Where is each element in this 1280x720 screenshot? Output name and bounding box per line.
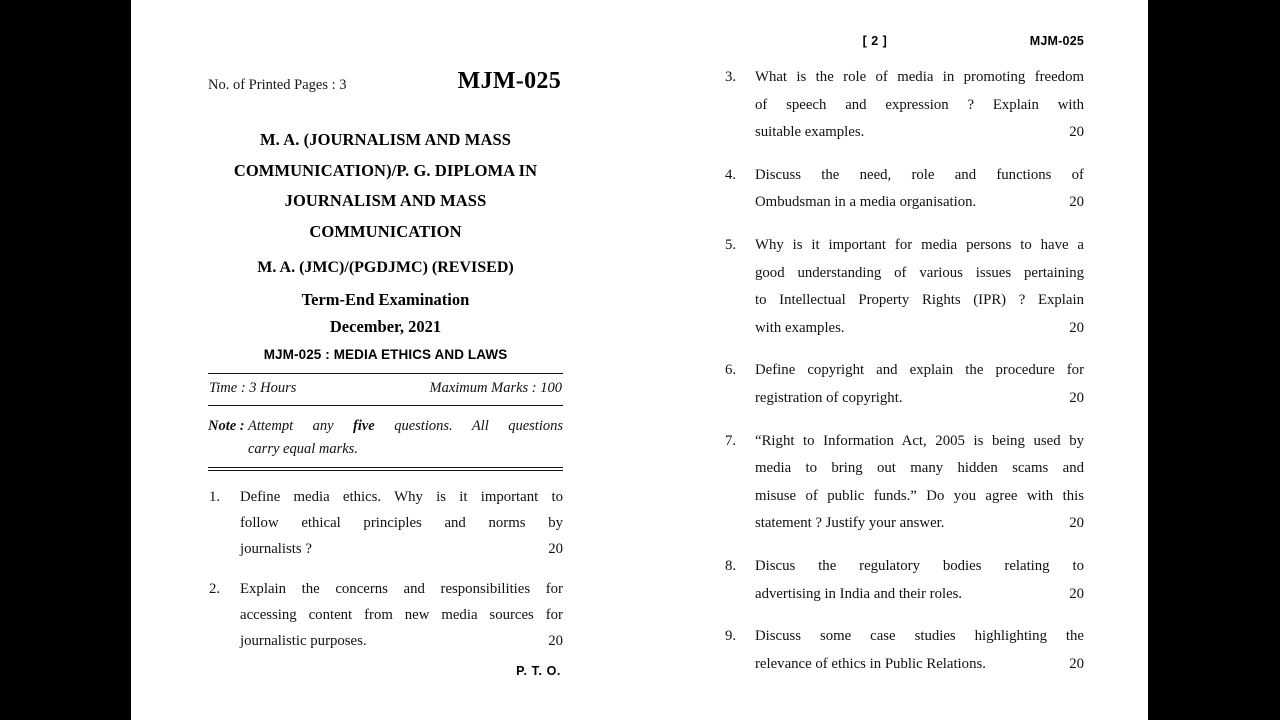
- question-last-line: [755, 581, 1084, 609]
- question-line: good understanding of various issues pertaining: [755, 264, 1084, 281]
- question-marks: 20: [548, 633, 563, 650]
- page-header-row: [208, 68, 563, 105]
- question-body: [755, 162, 1084, 217]
- question-number: 4.: [725, 166, 737, 183]
- examination-date: December, 2021: [329, 317, 442, 336]
- note-block: [208, 415, 563, 460]
- question-last-line: [755, 315, 1084, 343]
- question-number: 2.: [209, 581, 221, 598]
- question-number: 7.: [725, 432, 737, 449]
- page-2-header: [724, 34, 1084, 54]
- question-item: [724, 553, 1084, 608]
- question-item: [208, 576, 563, 654]
- question-marks: 20: [1069, 585, 1084, 602]
- question-last-line: [755, 119, 1084, 147]
- question-number: 1.: [209, 489, 221, 506]
- question-marks: 20: [1069, 515, 1084, 532]
- question-line: statement ? Justify your answer.: [755, 515, 945, 532]
- question-list-page-2: [724, 64, 1084, 678]
- question-item: [724, 357, 1084, 412]
- page-turn-over-footer: P. T. O.: [516, 664, 561, 678]
- course-title: M. A. (JOURNALISM AND MASS COMMUNICATION)/P. G. DIPLOMA IN JOURNALISM AND MASS COMMUNICATION: [233, 130, 538, 241]
- question-line: Explain the concerns and responsibilities for: [240, 581, 563, 598]
- question-line: registration of copyright.: [755, 389, 903, 406]
- divider-double: [208, 467, 563, 471]
- question-last-line: [240, 628, 563, 654]
- question-line: follow ethical principles and norms by: [240, 515, 563, 532]
- question-marks: 20: [1069, 319, 1084, 336]
- question-last-line: [755, 651, 1084, 679]
- question-body: [755, 553, 1084, 608]
- question-line: with examples.: [755, 319, 845, 336]
- question-line: What is the role of media in promoting freedom: [755, 69, 1084, 85]
- question-line: journalistic purposes.: [240, 633, 367, 650]
- question-item: [724, 623, 1084, 678]
- question-line: Why is it important for media persons to have a: [755, 236, 1084, 253]
- question-last-line: [755, 189, 1084, 217]
- question-line: advertising in India and their roles.: [755, 585, 963, 602]
- examination-type: Term-End Examination: [301, 290, 470, 309]
- question-marks: 20: [548, 541, 563, 558]
- subject-title: MJM-025 : MEDIA ETHICS AND LAWS: [263, 347, 508, 362]
- question-number: 5.: [725, 236, 737, 253]
- question-line: journalists ?: [240, 541, 312, 558]
- question-marks: 20: [1069, 194, 1084, 211]
- question-body: [755, 232, 1084, 342]
- question-line: Discus the regulatory bodies relating to: [755, 557, 1084, 574]
- divider-below-meta: [208, 405, 563, 406]
- question-item: [724, 64, 1084, 147]
- exam-paper-page-2: [640, 0, 1148, 720]
- divider-above-meta: [208, 373, 563, 374]
- question-line: Ombudsman in a media organisation.: [755, 194, 977, 211]
- question-item: [724, 162, 1084, 217]
- note-label: Note :: [208, 418, 245, 434]
- question-line: “Right to Information Act, 2005 is being used by: [755, 432, 1084, 449]
- maximum-marks: Maximum Marks : 100: [429, 380, 562, 396]
- course-subtitle: M. A. (JMC)/(PGDJMC) (REVISED): [257, 259, 514, 276]
- question-body: [755, 64, 1084, 147]
- note-line-2: carry equal marks.: [248, 440, 358, 457]
- question-last-line: [240, 536, 563, 562]
- question-item: [724, 232, 1084, 342]
- question-body: [755, 428, 1084, 538]
- question-line: accessing content from new media sources for: [240, 607, 563, 624]
- note-line-1: Attempt any five questions. All questions: [248, 418, 563, 434]
- exam-paper-page-1: [131, 0, 640, 720]
- question-line: of speech and expression ? Explain with: [755, 96, 1084, 113]
- question-body: [240, 484, 563, 562]
- question-line: Discuss some case studies highlighting the: [755, 628, 1084, 645]
- question-line: to Intellectual Property Rights (IPR) ? Explain: [755, 292, 1084, 309]
- question-last-line: [755, 510, 1084, 538]
- question-line: misuse of public funds.” Do you agree with this: [755, 487, 1084, 504]
- question-body: [240, 576, 563, 654]
- question-marks: 20: [1069, 389, 1084, 406]
- question-number: 8.: [725, 557, 737, 574]
- printed-pages-count: No. of Printed Pages : 3: [208, 77, 347, 93]
- paper-code-header: MJM-025: [1029, 34, 1084, 48]
- question-line: suitable examples.: [755, 124, 865, 141]
- paper-code-heading: MJM-025: [457, 68, 561, 94]
- question-number: 3.: [725, 69, 737, 85]
- note-bold-word: five: [353, 418, 375, 434]
- exam-duration: Time : 3 Hours: [209, 380, 297, 396]
- question-line: relevance of ethics in Public Relations.: [755, 655, 986, 672]
- question-line: media to bring out many hidden scams and: [755, 460, 1084, 477]
- question-line: Discuss the need, role and functions of: [755, 166, 1084, 183]
- question-item: [724, 428, 1084, 538]
- page-number: [ 2 ]: [862, 34, 888, 48]
- question-marks: 20: [1069, 124, 1084, 141]
- question-body: [755, 357, 1084, 412]
- question-line: Define copyright and explain the procedure for: [755, 362, 1084, 379]
- question-marks: 20: [1069, 655, 1084, 672]
- question-number: 9.: [725, 628, 737, 645]
- question-last-line: [755, 385, 1084, 413]
- scanned-document-page: [131, 0, 1148, 720]
- question-line: Define media ethics. Why is it important to: [240, 489, 563, 506]
- question-list-page-1: [208, 484, 563, 654]
- exam-meta-row: [208, 380, 563, 402]
- question-item: [208, 484, 563, 562]
- question-body: [755, 623, 1084, 678]
- question-number: 6.: [725, 362, 737, 379]
